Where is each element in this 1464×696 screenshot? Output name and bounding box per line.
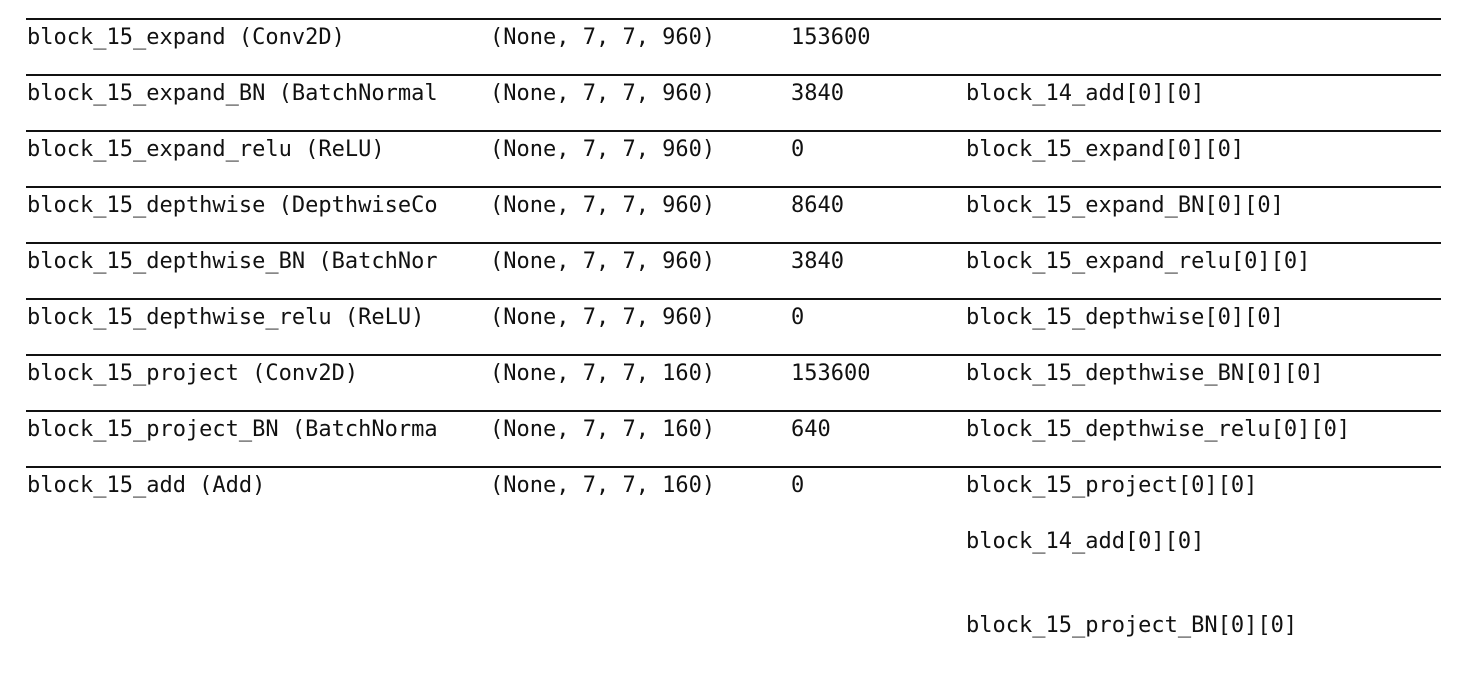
output-shape-cell: (None, 7, 7, 160) [490,473,716,498]
layer-name-cell: block_15_project_BN (BatchNorma [27,417,438,442]
layer-name-cell: block_15_depthwise (DepthwiseCo [27,193,438,218]
row-separator [26,354,1441,356]
output-shape-cell: (None, 7, 7, 960) [490,137,716,162]
connected-to-entry: block_15_expand_BN[0][0] [966,193,1284,218]
output-shape-cell: (None, 7, 7, 960) [490,249,716,274]
row-separator [26,18,1441,20]
param-count-cell: 3840 [791,81,844,106]
connected-to-entry: block_15_expand[0][0] [966,137,1245,162]
connected-to-entry: block_15_depthwise_BN[0][0] [966,361,1324,386]
row-separator [26,410,1441,412]
row-separator [26,186,1441,188]
output-shape-cell: (None, 7, 7, 960) [490,193,716,218]
param-count-cell: 0 [791,137,805,162]
param-count-cell: 0 [791,305,805,330]
output-shape-cell: (None, 7, 7, 160) [490,361,716,386]
row-separator [26,130,1441,132]
output-shape-cell: (None, 7, 7, 960) [490,81,716,106]
output-shape-cell: (None, 7, 7, 160) [490,417,716,442]
layer-name-cell: block_15_depthwise_BN (BatchNor [27,249,438,274]
row-separator [26,74,1441,76]
layer-name-cell: block_15_expand_relu (ReLU) [27,137,385,162]
layer-name-cell: block_15_expand_BN (BatchNormal [27,81,438,106]
output-shape-cell: (None, 7, 7, 960) [490,305,716,330]
layer-name-cell: block_15_add (Add) [27,473,266,498]
connected-to-cell [966,472,1297,696]
layer-name-cell: block_15_project (Conv2D) [27,361,359,386]
param-count-cell: 8640 [791,193,844,218]
param-count-cell: 153600 [791,25,871,50]
table-row [0,448,1464,638]
row-separator [26,298,1441,300]
connected-to-entry: block_15_depthwise[0][0] [966,305,1284,330]
connected-to-entry: block_15_expand_relu[0][0] [966,249,1311,274]
connected-to-entry: block_15_depthwise_relu[0][0] [966,417,1351,442]
connected-to-entry: block_14_add[0][0] [966,81,1205,106]
output-shape-cell: (None, 7, 7, 960) [490,25,716,50]
row-separator [26,242,1441,244]
param-count-cell: 153600 [791,361,871,386]
row-separator [26,466,1441,468]
layer-name-cell: block_15_expand (Conv2D) [27,25,345,50]
layer-name-cell: block_15_depthwise_relu (ReLU) [27,305,425,330]
connected-to-entry: block_15_project_BN[0][0] [966,613,1298,638]
connected-to-entry: block_14_add[0][0] [966,529,1205,554]
param-count-cell: 3840 [791,249,844,274]
param-count-cell: 640 [791,417,831,442]
connected-to-entry: block_15_project[0][0] [966,473,1258,498]
param-count-cell: 0 [791,473,805,498]
